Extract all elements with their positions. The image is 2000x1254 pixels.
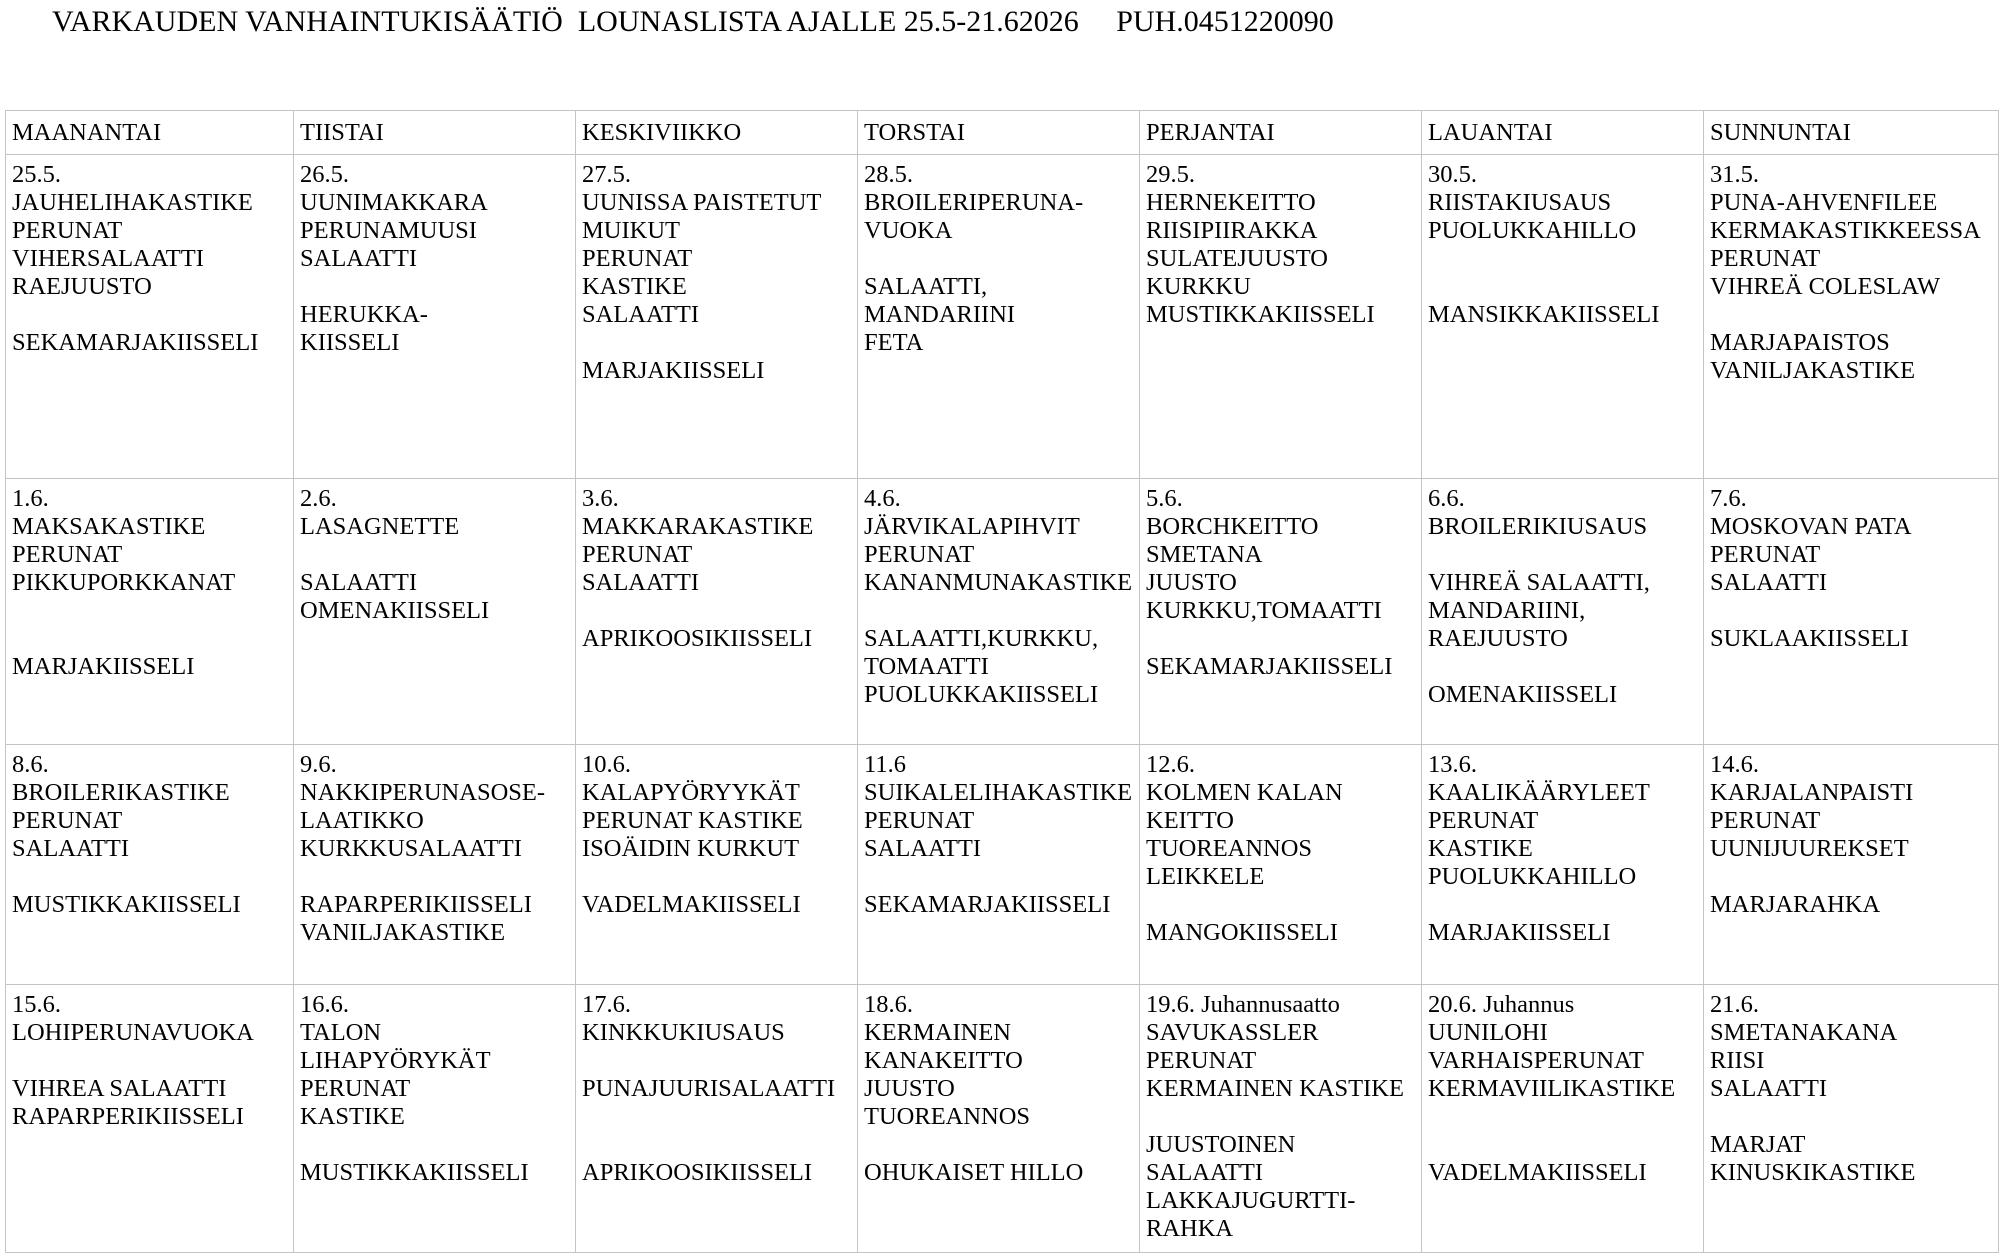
day-menu-cell: 11.6 SUIKALELIHAKASTIKE PERUNAT SALAATTI SEKAMARJAKIISSELI	[858, 745, 1140, 985]
lunch-menu-table	[5, 110, 1999, 1253]
day-menu-cell: 19.6. Juhannusaatto SAVUKASSLER PERUNAT KERMAINEN KASTIKE JUUSTOINEN SALAATTI LAKKAJUGURTTI- RAHKA	[1140, 985, 1422, 1253]
day-menu-cell: 3.6. MAKKARAKASTIKE PERUNAT SALAATTI APRIKOOSIKIISSELI	[576, 479, 858, 745]
week-row	[6, 985, 1999, 1253]
day-menu-cell: 9.6. NAKKIPERUNASOSE- LAATIKKO KURKKUSALAATTI RAPARPERIKIISSELI VANILJAKASTIKE	[294, 745, 576, 985]
weekday-header-row	[6, 111, 1999, 155]
day-menu-cell: 13.6. KAALIKÄÄRYLEET PERUNAT KASTIKE PUOLUKKAHILLO MARJAKIISSELI	[1422, 745, 1704, 985]
day-menu-cell: 12.6. KOLMEN KALAN KEITTO TUOREANNOS LEIKKELE MANGOKIISSELI	[1140, 745, 1422, 985]
week-row	[6, 479, 1999, 745]
day-menu-cell: 1.6. MAKSAKASTIKE PERUNAT PIKKUPORKKANAT MARJAKIISSELI	[6, 479, 294, 745]
day-menu-cell: 29.5. HERNEKEITTO RIISIPIIRAKKA SULATEJUUSTO KURKKU MUSTIKKAKIISSELI	[1140, 155, 1422, 479]
day-menu-cell: 28.5. BROILERIPERUNA- VUOKA SALAATTI, MANDARIINI FETA	[858, 155, 1140, 479]
day-menu-cell: 15.6. LOHIPERUNAVUOKA VIHREA SALAATTI RAPARPERIKIISSELI	[6, 985, 294, 1253]
weekday-header: SUNNUNTAI	[1704, 111, 1999, 155]
day-menu-cell: 25.5. JAUHELIHAKASTIKE PERUNAT VIHERSALAATTI RAEJUUSTO SEKAMARJAKIISSELI	[6, 155, 294, 479]
day-menu-cell: 30.5. RIISTAKIUSAUS PUOLUKKAHILLO MANSIKKAKIISSELI	[1422, 155, 1704, 479]
weekday-header: KESKIVIIKKO	[576, 111, 858, 155]
week-row	[6, 155, 1999, 479]
day-menu-cell: 31.5. PUNA-AHVENFILEE KERMAKASTIKKEESSA PERUNAT VIHREÄ COLESLAW MARJAPAISTOS VANILJAKASTIKE	[1704, 155, 1999, 479]
weekday-header: TORSTAI	[858, 111, 1140, 155]
day-menu-cell: 10.6. KALAPYÖRYYKÄT PERUNAT KASTIKE ISOÄIDIN KURKUT VADELMAKIISSELI	[576, 745, 858, 985]
day-menu-cell: 2.6. LASAGNETTE SALAATTI OMENAKIISSELI	[294, 479, 576, 745]
weekday-header: TIISTAI	[294, 111, 576, 155]
day-menu-cell: 16.6. TALON LIHAPYÖRYKÄT PERUNAT KASTIKE MUSTIKKAKIISSELI	[294, 985, 576, 1253]
day-menu-cell: 21.6. SMETANAKANA RIISI SALAATTI MARJAT KINUSKIKASTIKE	[1704, 985, 1999, 1253]
day-menu-cell: 7.6. MOSKOVAN PATA PERUNAT SALAATTI SUKLAAKIISSELI	[1704, 479, 1999, 745]
day-menu-cell: 5.6. BORCHKEITTO SMETANA JUUSTO KURKKU,TOMAATTI SEKAMARJAKIISSELI	[1140, 479, 1422, 745]
day-menu-cell: 17.6. KINKKUKIUSAUS PUNAJUURISALAATTI APRIKOOSIKIISSELI	[576, 985, 858, 1253]
day-menu-cell: 14.6. KARJALANPAISTI PERUNAT UUNIJUUREKSET MARJARAHKA	[1704, 745, 1999, 985]
weekday-header: LAUANTAI	[1422, 111, 1704, 155]
day-menu-cell: 6.6. BROILERIKIUSAUS VIHREÄ SALAATTI, MANDARIINI, RAEJUUSTO OMENAKIISSELI	[1422, 479, 1704, 745]
day-menu-cell: 27.5. UUNISSA PAISTETUT MUIKUT PERUNAT KASTIKE SALAATTI MARJAKIISSELI	[576, 155, 858, 479]
weekday-header: MAANANTAI	[6, 111, 294, 155]
day-menu-cell: 18.6. KERMAINEN KANAKEITTO JUUSTO TUOREANNOS OHUKAISET HILLO	[858, 985, 1140, 1253]
day-menu-cell: 26.5. UUNIMAKKARA PERUNAMUUSI SALAATTI HERUKKA- KIISSELI	[294, 155, 576, 479]
week-row	[6, 745, 1999, 985]
weekday-header: PERJANTAI	[1140, 111, 1422, 155]
day-menu-cell: 8.6. BROILERIKASTIKE PERUNAT SALAATTI MUSTIKKAKIISSELI	[6, 745, 294, 985]
day-menu-cell: 20.6. Juhannus UUNILOHI VARHAISPERUNAT KERMAVIILIKASTIKE VADELMAKIISSELI	[1422, 985, 1704, 1253]
day-menu-cell: 4.6. JÄRVIKALAPIHVIT PERUNAT KANANMUNAKASTIKE SALAATTI,KURKKU, TOMAATTI PUOLUKKAKIISSELI	[858, 479, 1140, 745]
page-title: VARKAUDEN VANHAINTUKISÄÄTIÖ LOUNASLISTA AJALLE 25.5-21.62026 PUH.0451220090	[52, 5, 1334, 38]
